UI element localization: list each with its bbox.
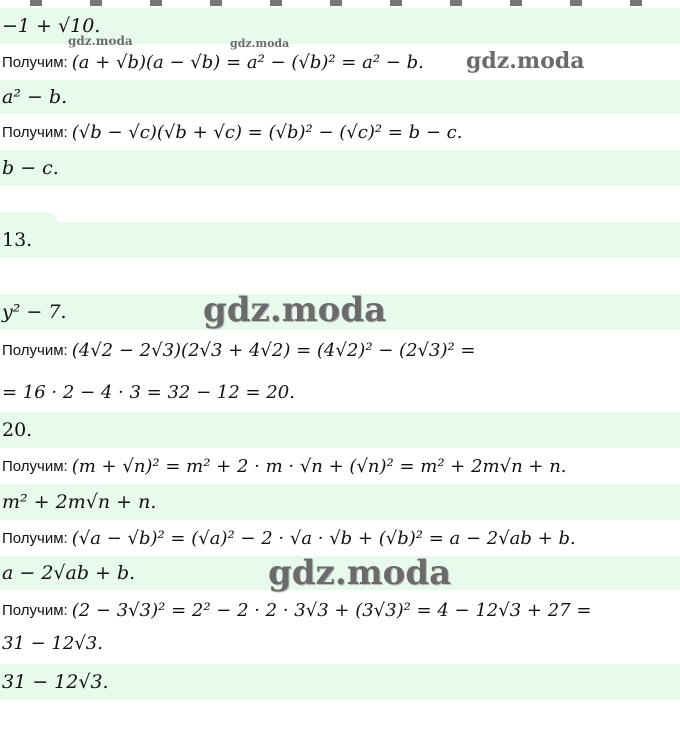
- answer-row: [0, 664, 680, 700]
- answer-text: a − 2√ab + b.: [2, 562, 136, 584]
- solution-equation: 31 − 12√3.: [2, 632, 103, 654]
- solution-equation: (a + √b)(a − √b) = a² − (√b)² = a² − b.: [71, 51, 424, 73]
- solution-equation: (√a − √b)² = (√a)² − 2 · √a · √b + (√b)² = a − 2√ab + b.: [71, 527, 576, 549]
- solution-equation: (m + √n)² = m² + 2 · m · √n + (√n)² = m² + 2m√n + n.: [71, 455, 567, 477]
- solution-label: Получим:: [2, 529, 68, 547]
- answer-text: 13.: [2, 229, 33, 251]
- answer-row: [0, 412, 680, 448]
- answer-text: a² − b.: [2, 86, 68, 108]
- answer-text: y² − 7.: [2, 301, 67, 323]
- solution-row: [0, 520, 680, 556]
- solution-equation: (√b − √c)(√b + √c) = (√b)² − (√c)² = b − c.: [71, 121, 463, 143]
- solution-label: Получим:: [2, 601, 68, 619]
- answer-row: [0, 8, 680, 44]
- solution-equation: = 16 · 2 − 4 · 3 = 32 − 12 = 20.: [2, 381, 295, 403]
- solution-row: [0, 592, 680, 628]
- answer-text: m² + 2m√n + n.: [2, 491, 157, 513]
- answer-text: 20.: [2, 419, 33, 441]
- watermark: gdz.moda: [203, 290, 387, 330]
- solution-label: Получим:: [2, 123, 68, 141]
- answer-text: −1 + √10.: [2, 15, 101, 37]
- solution-equation: (2 − 3√3)² = 2² − 2 · 2 · 3√3 + (3√3)² = 4 − 12√3 + 27 =: [71, 599, 592, 621]
- watermark: gdz.moda: [230, 37, 290, 50]
- solution-equation: (4√2 − 2√3)(2√3 + 4√2) = (4√2)² − (2√3)² =: [71, 339, 476, 361]
- answer-row: [0, 556, 680, 590]
- solution-row: [0, 44, 680, 80]
- watermark: gdz.moda: [268, 553, 452, 593]
- watermark: gdz.moda: [68, 34, 133, 48]
- solution-label: Получим:: [2, 341, 68, 359]
- solution-row: [0, 114, 680, 150]
- solution-row: [0, 374, 680, 410]
- answer-text: 31 − 12√3.: [2, 671, 109, 693]
- answer-text: b − c.: [2, 157, 59, 179]
- answer-row: [0, 484, 680, 520]
- answer-row: [0, 222, 680, 258]
- solution-row: [0, 448, 680, 484]
- solution-label: Получим:: [2, 53, 68, 71]
- answer-row: [0, 150, 680, 186]
- solution-label: Получим:: [2, 457, 68, 475]
- solution-row: [0, 626, 680, 660]
- answer-row: [0, 294, 680, 330]
- watermark: gdz.moda: [466, 48, 585, 74]
- top-fragment-line: [0, 0, 680, 6]
- answer-row: [0, 80, 680, 114]
- solution-row: [0, 332, 680, 368]
